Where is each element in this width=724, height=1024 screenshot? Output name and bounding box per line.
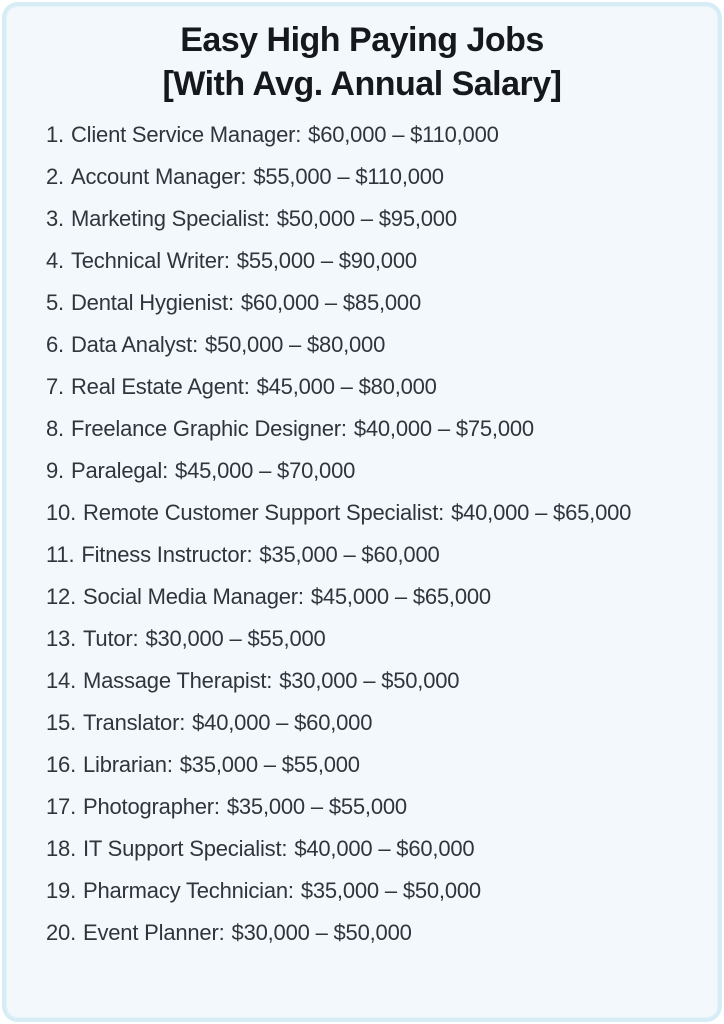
item-job-title: Tutor : bbox=[83, 626, 138, 652]
item-salary-range: $35,000 – $50,000 bbox=[300, 878, 481, 903]
item-job-title: Paralegal : bbox=[71, 458, 168, 484]
item-salary-range: $60,000 – $110,000 bbox=[308, 122, 499, 147]
item-salary-range: $45,000 – $80,000 bbox=[256, 374, 437, 399]
item-number: 13 . bbox=[46, 626, 76, 652]
item-number: 19 . bbox=[46, 878, 76, 904]
item-job-title: Fitness Instructor : bbox=[81, 542, 252, 568]
item-number: 4 . bbox=[46, 248, 64, 274]
item-salary-range: $60,000 – $85,000 bbox=[240, 290, 421, 315]
list-item bbox=[46, 282, 694, 324]
list-item bbox=[46, 198, 694, 240]
list-item bbox=[46, 702, 694, 744]
item-job-title: Pharmacy Technician : bbox=[83, 878, 294, 904]
item-salary-range: $40,000 – $75,000 bbox=[353, 416, 534, 441]
item-job-title: Librarian : bbox=[83, 752, 173, 778]
list-item bbox=[46, 366, 694, 408]
item-job-title: Technical Writer : bbox=[71, 248, 230, 274]
item-job-title: Client Service Manager : bbox=[71, 122, 301, 148]
item-salary-range: $45,000 – $70,000 bbox=[175, 458, 356, 483]
item-job-title: Photographer : bbox=[83, 794, 220, 820]
item-job-title: Translator : bbox=[83, 710, 185, 736]
item-number: 20 . bbox=[46, 920, 76, 946]
item-job-title: IT Support Specialist : bbox=[83, 836, 287, 862]
list-item bbox=[46, 156, 694, 198]
list-item bbox=[46, 408, 694, 450]
item-number: 9 . bbox=[46, 458, 64, 484]
page-title-line2: [With Avg. Annual Salary] bbox=[162, 65, 562, 103]
item-number: 17 . bbox=[46, 794, 76, 820]
item-number: 16 . bbox=[46, 752, 76, 778]
list-item bbox=[46, 450, 694, 492]
item-job-title: Real Estate Agent : bbox=[71, 374, 250, 400]
item-number: 3 . bbox=[46, 206, 64, 232]
item-salary-range: $45,000 – $65,000 bbox=[310, 584, 491, 609]
item-salary-range: $50,000 – $80,000 bbox=[205, 332, 386, 357]
list-item bbox=[46, 660, 694, 702]
item-number: 7 . bbox=[46, 374, 64, 400]
item-job-title: Remote Customer Support Specialist : bbox=[83, 500, 444, 526]
list-item bbox=[46, 870, 694, 912]
item-salary-range: $30,000 – $55,000 bbox=[145, 626, 326, 651]
jobs-card bbox=[2, 2, 722, 1022]
item-job-title: Marketing Specialist : bbox=[71, 206, 270, 232]
list-item bbox=[46, 744, 694, 786]
item-job-title: Dental Hygienist : bbox=[71, 290, 234, 316]
list-item bbox=[46, 114, 694, 156]
item-number: 11 . bbox=[46, 542, 74, 568]
item-salary-range: $40,000 – $60,000 bbox=[294, 836, 475, 861]
item-number: 2 . bbox=[46, 164, 64, 190]
item-job-title: Account Manager : bbox=[71, 164, 246, 190]
item-job-title: Massage Therapist : bbox=[83, 668, 272, 694]
item-number: 6 . bbox=[46, 332, 64, 358]
job-list bbox=[6, 114, 718, 954]
list-item bbox=[46, 240, 694, 282]
item-salary-range: $35,000 – $60,000 bbox=[259, 542, 440, 567]
item-number: 12 . bbox=[46, 584, 76, 610]
item-job-title: Social Media Manager : bbox=[83, 584, 304, 610]
item-number: 14 . bbox=[46, 668, 76, 694]
list-item bbox=[46, 576, 694, 618]
item-salary-range: $30,000 – $50,000 bbox=[279, 668, 460, 693]
page-title-line1: Easy High Paying Jobs bbox=[180, 21, 544, 59]
list-item bbox=[46, 618, 694, 660]
list-item bbox=[46, 786, 694, 828]
item-salary-range: $35,000 – $55,000 bbox=[179, 752, 360, 777]
list-item bbox=[46, 492, 694, 534]
item-number: 8 . bbox=[46, 416, 64, 442]
item-job-title: Event Planner : bbox=[83, 920, 225, 946]
item-salary-range: $30,000 – $50,000 bbox=[231, 920, 412, 945]
item-number: 18 . bbox=[46, 836, 76, 862]
item-salary-range: $35,000 – $55,000 bbox=[226, 794, 407, 819]
item-salary-range: $40,000 – $60,000 bbox=[192, 710, 373, 735]
item-number: 15 . bbox=[46, 710, 76, 736]
list-item bbox=[46, 912, 694, 954]
item-salary-range: $40,000 – $65,000 bbox=[451, 500, 632, 525]
list-item bbox=[46, 324, 694, 366]
item-number: 1 . bbox=[46, 122, 64, 148]
item-salary-range: $50,000 – $95,000 bbox=[276, 206, 457, 231]
item-number: 5 . bbox=[46, 290, 64, 316]
item-salary-range: $55,000 – $90,000 bbox=[236, 248, 417, 273]
item-number: 10 . bbox=[46, 500, 76, 526]
item-job-title: Freelance Graphic Designer : bbox=[71, 416, 347, 442]
list-item bbox=[46, 828, 694, 870]
item-salary-range: $55,000 – $110,000 bbox=[253, 164, 444, 189]
list-item bbox=[46, 534, 694, 576]
page-title bbox=[26, 18, 698, 106]
item-job-title: Data Analyst : bbox=[71, 332, 198, 358]
